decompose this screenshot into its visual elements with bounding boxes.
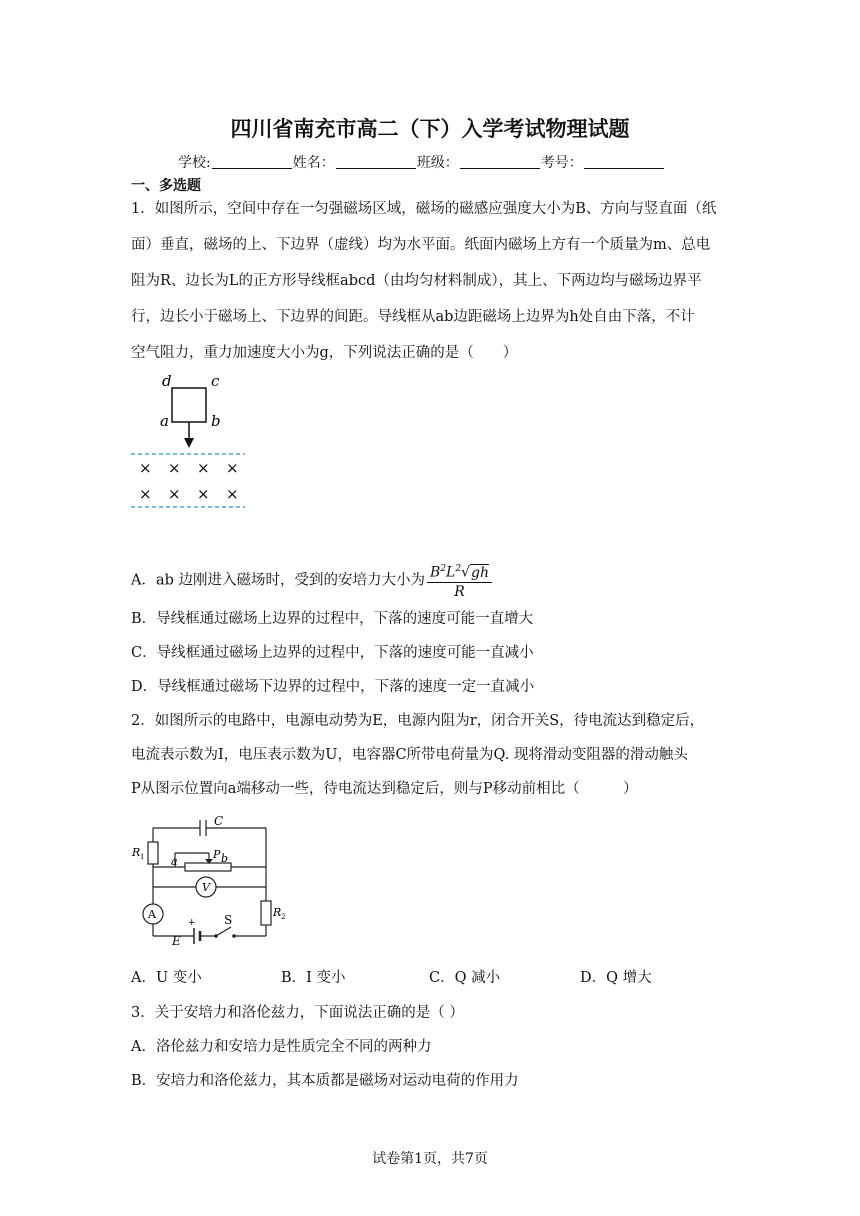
label-c: c <box>211 372 220 390</box>
label-capacitor: C <box>214 814 224 828</box>
class-label: 班级： <box>416 155 459 171</box>
label-b: b <box>211 412 221 430</box>
field-cross: × <box>139 485 152 503</box>
q2-line-3: P从图示位置向a端移动一些，待电流达到稳定后，则与P移动前相比（ ） <box>131 781 638 797</box>
label-d: d <box>162 372 172 390</box>
wire-frame <box>172 388 206 422</box>
label-switch: S <box>224 913 233 927</box>
field-cross: × <box>168 459 181 477</box>
label-r1: R <box>132 846 141 859</box>
student-info-line <box>178 152 665 172</box>
voltmeter-symbol: V <box>202 881 210 894</box>
class-blank[interactable] <box>460 154 540 169</box>
q1-figure <box>125 372 255 517</box>
fall-arrow-head <box>184 438 194 448</box>
q1-line-3: 阻为R、边长为L的正方形导线框abcd（由均匀材料制成），其上、下两边均与磁场边界平 <box>131 273 702 289</box>
label-a: a <box>160 412 169 430</box>
field-cross: × <box>197 485 210 503</box>
label-emf: E <box>172 934 181 948</box>
q1-option-a-text: A．ab 边刚进入磁场时，受到的安培力大小为 <box>131 572 426 589</box>
field-cross: × <box>226 459 239 477</box>
q3-option-b[interactable]: B．安培力和洛伦兹力，其本质都是磁场对运动电荷的作用力 <box>131 1073 519 1089</box>
q2-option-c[interactable]: C．Q 减小 <box>429 970 501 986</box>
ammeter-symbol: A <box>148 908 156 921</box>
number-label: 考号： <box>540 155 583 171</box>
label-slider-p: P <box>213 848 221 861</box>
q2-line-1: 2．如图所示的电路中，电源电动势为E，电源内阻为r，闭合开关S，待电流达到稳定后， <box>131 713 705 729</box>
section-heading: 一、多选题 <box>131 178 201 194</box>
q1-option-c[interactable]: C．导线框通过磁场上边界的过程中，下落的速度可能一直减小 <box>131 645 534 661</box>
q1-option-d[interactable]: D．导线框通过磁场下边界的过程中，下落的速度一定一直减小 <box>131 679 535 695</box>
label-b-end: b <box>221 852 229 865</box>
q2-circuit-diagram <box>130 812 290 952</box>
q3-stem: 3．关于安培力和洛伦兹力，下面说法正确的是（ ） <box>131 1005 464 1021</box>
battery-plus: + <box>188 918 196 928</box>
school-label: 学校: <box>178 155 211 171</box>
field-cross: × <box>226 485 239 503</box>
field-cross: × <box>197 459 210 477</box>
q2-option-b[interactable]: B．I 变小 <box>281 970 346 986</box>
q2-line-2: 电流表示数为I，电压表示数为U，电容器C所带电荷量为Q. 现将滑动变阻器的滑动触头 <box>131 747 688 763</box>
field-cross: × <box>168 485 181 503</box>
number-blank[interactable] <box>584 154 664 169</box>
q1-option-a[interactable] <box>131 560 492 601</box>
q1-line-1: 1．如图所示，空间中存在一匀强磁场区域，磁场的磁感应强度大小为B、方向与竖直面（纸 <box>131 201 717 217</box>
name-label: 姓名： <box>292 155 335 171</box>
q1-line-5: 空气阻力，重力加速度大小为g，下列说法正确的是（ ） <box>131 345 518 361</box>
q1-option-a-formula: $\frac{B^2L^2√gh}{R}$ <box>427 560 492 601</box>
svg-text:2: 2 <box>281 913 286 921</box>
q1-line-2: 面）垂直，磁场的上、下边界（虚线）均为水平面。纸面内磁场上方有一个质量为m、总电 <box>131 237 711 253</box>
page-footer: 试卷第1页，共7页 <box>372 1151 488 1167</box>
school-blank[interactable] <box>212 154 292 169</box>
q3-option-a[interactable]: A．洛伦兹力和安培力是性质完全不同的两种力 <box>131 1039 432 1055</box>
svg-text:1: 1 <box>140 853 145 861</box>
label-r2: R <box>273 906 282 919</box>
page-title: 四川省南充市高二（下）入学考试物理试题 <box>230 117 630 141</box>
label-a-end: a <box>171 855 178 868</box>
q2-option-a[interactable]: A．U 变小 <box>131 970 202 986</box>
name-blank[interactable] <box>336 154 416 169</box>
q1-line-4: 行，边长小于磁场上、下边界的间距。导线框从ab边距磁场上边界为h处自由下落，不计 <box>131 309 695 325</box>
q2-option-d[interactable]: D．Q 增大 <box>580 970 652 986</box>
q1-option-b[interactable]: B．导线框通过磁场上边界的过程中，下落的速度可能一直增大 <box>131 611 534 627</box>
field-cross: × <box>139 459 152 477</box>
